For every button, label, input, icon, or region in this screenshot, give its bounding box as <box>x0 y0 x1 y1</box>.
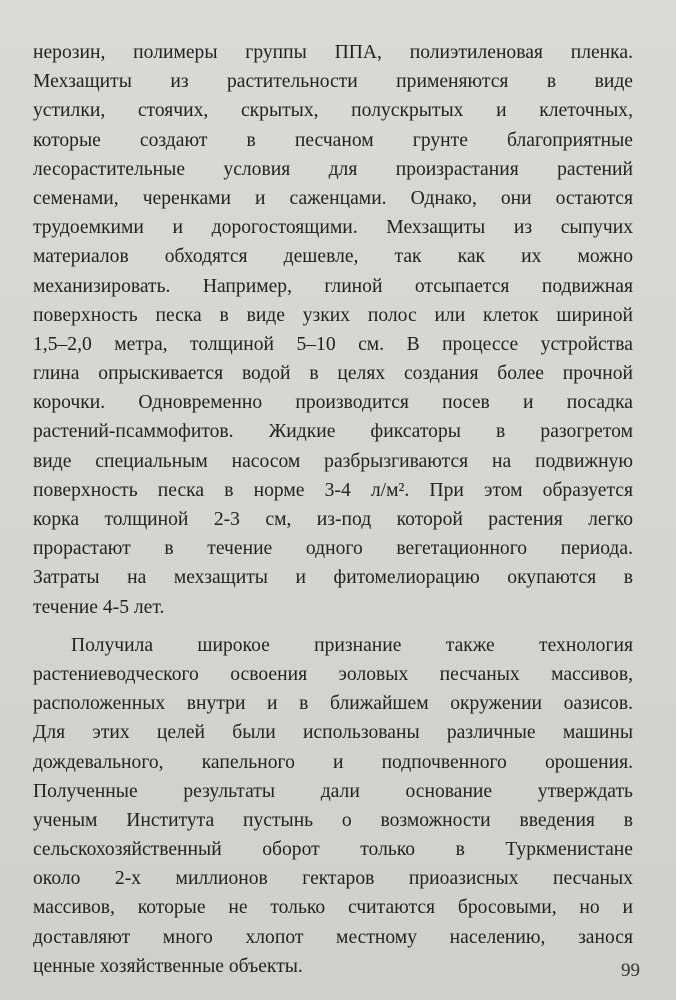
paragraph-2 <box>33 631 633 981</box>
text-line: растений-псаммофитов. Жидкие фиксаторы в разогретом <box>33 421 633 443</box>
page-number: 99 <box>621 960 640 981</box>
text-line: Для этих целей были использованы различные машины <box>33 722 633 744</box>
text-line: доставляют много хлопот местному населению, занося <box>33 926 633 948</box>
text-line: поверхность песка в норме 3-4 л/м². При этом образуется <box>33 479 633 501</box>
text-line: виде специальным насосом разбрызгиваются на подвижную <box>33 450 633 472</box>
text-line: массивов, которые не только считаются бросовыми, но и <box>33 897 633 919</box>
text-line: течение 4-5 лет. <box>33 596 165 618</box>
text-line: семенами, черенками и саженцами. Однако, они остаются <box>33 187 633 209</box>
text-line: корочки. Одновременно производится посев и посадка <box>33 392 633 414</box>
text-line: около 2-х миллионов гектаров приоазисных песчаных <box>33 868 633 890</box>
text-line: которые создают в песчаном грунте благоприятные <box>33 129 633 151</box>
text-line: Полученные результаты дали основание утверждать <box>33 780 633 802</box>
text-line: поверхность песка в виде узких полос или клеток шириной <box>33 304 633 326</box>
text-line: лесорастительные условия для произрастания растений <box>33 158 633 180</box>
text-line: 1,5–2,0 метра, толщиной 5–10 см. В процессе устройства <box>33 333 633 355</box>
text-line: растениеводческого освоения эоловых песчаных массивов, <box>33 663 633 685</box>
text-line: материалов обходятся дешевле, так как их можно <box>33 246 633 268</box>
text-line: Получила широкое признание также технология <box>71 634 633 656</box>
text-line: сельскохозяйственный оборот только в Туркменистане <box>33 839 633 861</box>
text-line: корка толщиной 2-3 см, из-под которой растения легко <box>33 509 633 530</box>
text-line: дождевального, капельного и подпочвенного орошения. <box>33 751 633 773</box>
body-text <box>33 38 633 981</box>
paragraph-1 <box>33 38 633 622</box>
text-line: трудоемкими и дорогостоящими. Мехзащиты из сыпучих <box>33 217 633 239</box>
text-line: устилки, стоячих, скрытых, полускрытых и клеточных, <box>33 100 633 122</box>
text-line: Затраты на мехзащиты и фитомелиорацию окупаются в <box>33 567 633 589</box>
text-line: прорастают в течение одного вегетационного периода. <box>33 538 633 560</box>
text-line: глина опрыскивается водой в целях создания более прочной <box>33 363 633 385</box>
text-line: ученым Института пустынь о возможности введения в <box>33 809 633 831</box>
paragraph-gap <box>33 622 633 631</box>
text-line: расположенных внутри и в ближайшем окружении оазисов. <box>33 693 633 715</box>
text-line: Мехзащиты из растительности применяются в виде <box>33 71 633 93</box>
text-line: механизировать. Например, глиной отсыпается подвижная <box>33 275 633 297</box>
text-line: нерозин, полимеры группы ППА, полиэтиленовая пленка. <box>33 42 633 63</box>
text-line: ценные хозяйственные объекты. <box>33 955 303 977</box>
